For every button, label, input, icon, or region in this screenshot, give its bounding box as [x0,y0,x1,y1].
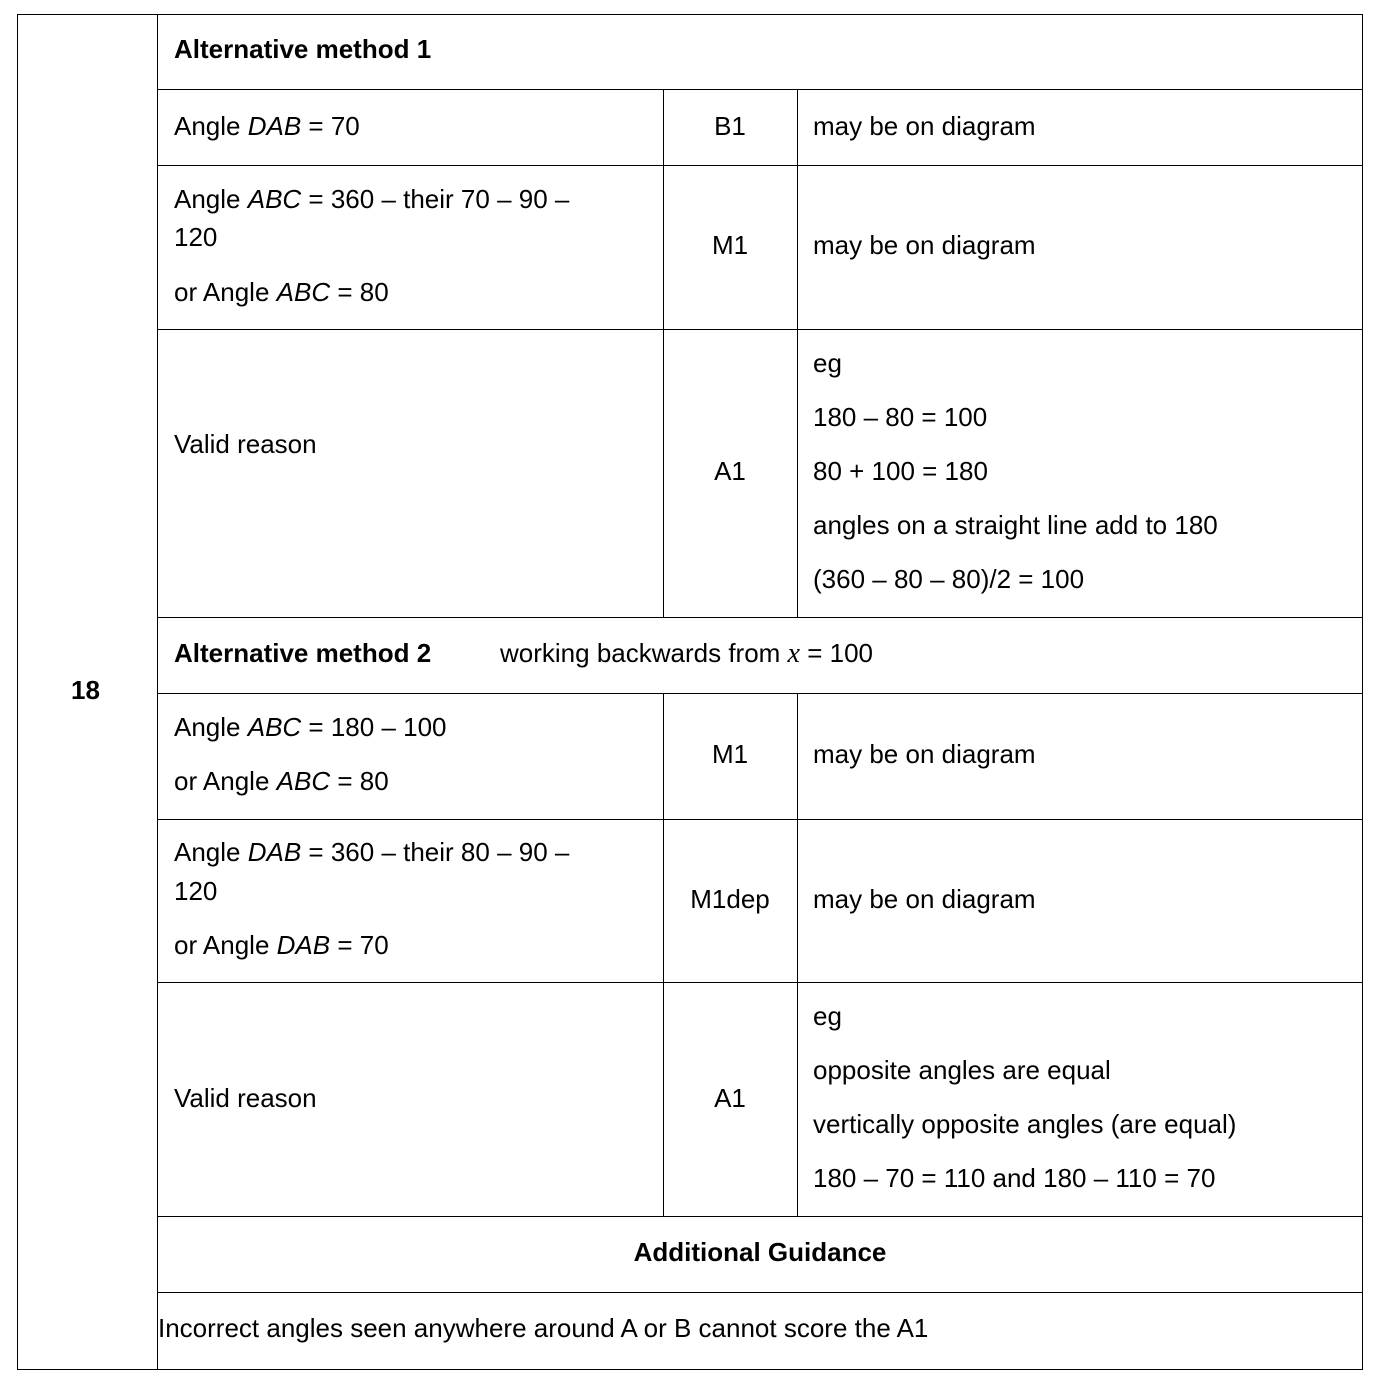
answer-cell: Valid reason [174,429,317,459]
answer-cell-line: or Angle DAB = 70 [174,930,389,960]
row-divider [157,1216,1363,1217]
row-divider [157,819,1363,820]
answer-cell: Angle DAB = 70 [174,111,360,141]
comment-line: opposite angles are equal [813,1055,1111,1085]
guidance-heading: Additional Guidance [633,1237,887,1267]
guidance-text: Incorrect angles seen anywhere around A or B cannot score the A1 [158,1313,929,1343]
mark-column-divider [663,693,664,1216]
comment-line: eg [813,348,842,378]
mark-cell: M1 [711,230,749,260]
row-divider [157,617,1363,618]
comment-line: vertically opposite angles (are equal) [813,1109,1237,1139]
comment-cell: may be on diagram [813,230,1036,260]
answer-cell-line: 120 [174,222,218,252]
answer-cell-line: Angle DAB = 360 – their 80 – 90 – [174,837,570,867]
mark-column-divider [663,89,664,617]
comment-line: 180 – 80 = 100 [813,402,988,432]
comment-line: (360 – 80 – 80)/2 = 100 [813,564,1085,594]
comment-column-divider [797,89,798,617]
row-divider [157,982,1363,983]
row-divider [157,165,1363,166]
method1-heading: Alternative method 1 [174,34,432,64]
answer-cell-line: or Angle ABC = 80 [174,766,389,796]
row-divider [157,1292,1363,1293]
mark-cell: A1 [714,1083,746,1113]
table-border-bottom [17,1369,1363,1370]
question-column-divider [157,14,158,1370]
table-border-left [17,14,18,1370]
method2-subheading: working backwards from x = 100 [500,638,873,669]
answer-cell-line: Angle ABC = 180 – 100 [174,712,447,742]
row-divider [157,89,1363,90]
mark-cell: M1dep [690,884,770,914]
mark-cell: A1 [714,456,746,486]
mark-cell: B1 [714,111,746,141]
comment-cell: may be on diagram [813,739,1036,769]
answer-cell: Valid reason [174,1083,317,1113]
comment-line: 80 + 100 = 180 [813,456,988,486]
row-divider [157,329,1363,330]
answer-cell-line: Angle ABC = 360 – their 70 – 90 – [174,184,570,214]
row-divider [157,693,1363,694]
comment-line: eg [813,1001,842,1031]
answer-cell-line: or Angle ABC = 80 [174,277,389,307]
comment-cell: may be on diagram [813,111,1036,141]
comment-cell: may be on diagram [813,884,1036,914]
mark-cell: M1 [711,739,749,769]
comment-line: angles on a straight line add to 180 [813,510,1218,540]
table-border-top [17,14,1363,15]
comment-line: 180 – 70 = 110 and 180 – 110 = 70 [813,1163,1216,1193]
answer-cell-line: 120 [174,876,218,906]
table-border-right [1362,14,1363,1370]
method2-heading: Alternative method 2 [174,638,432,668]
comment-column-divider [797,693,798,1216]
question-number: 18 [71,675,100,705]
